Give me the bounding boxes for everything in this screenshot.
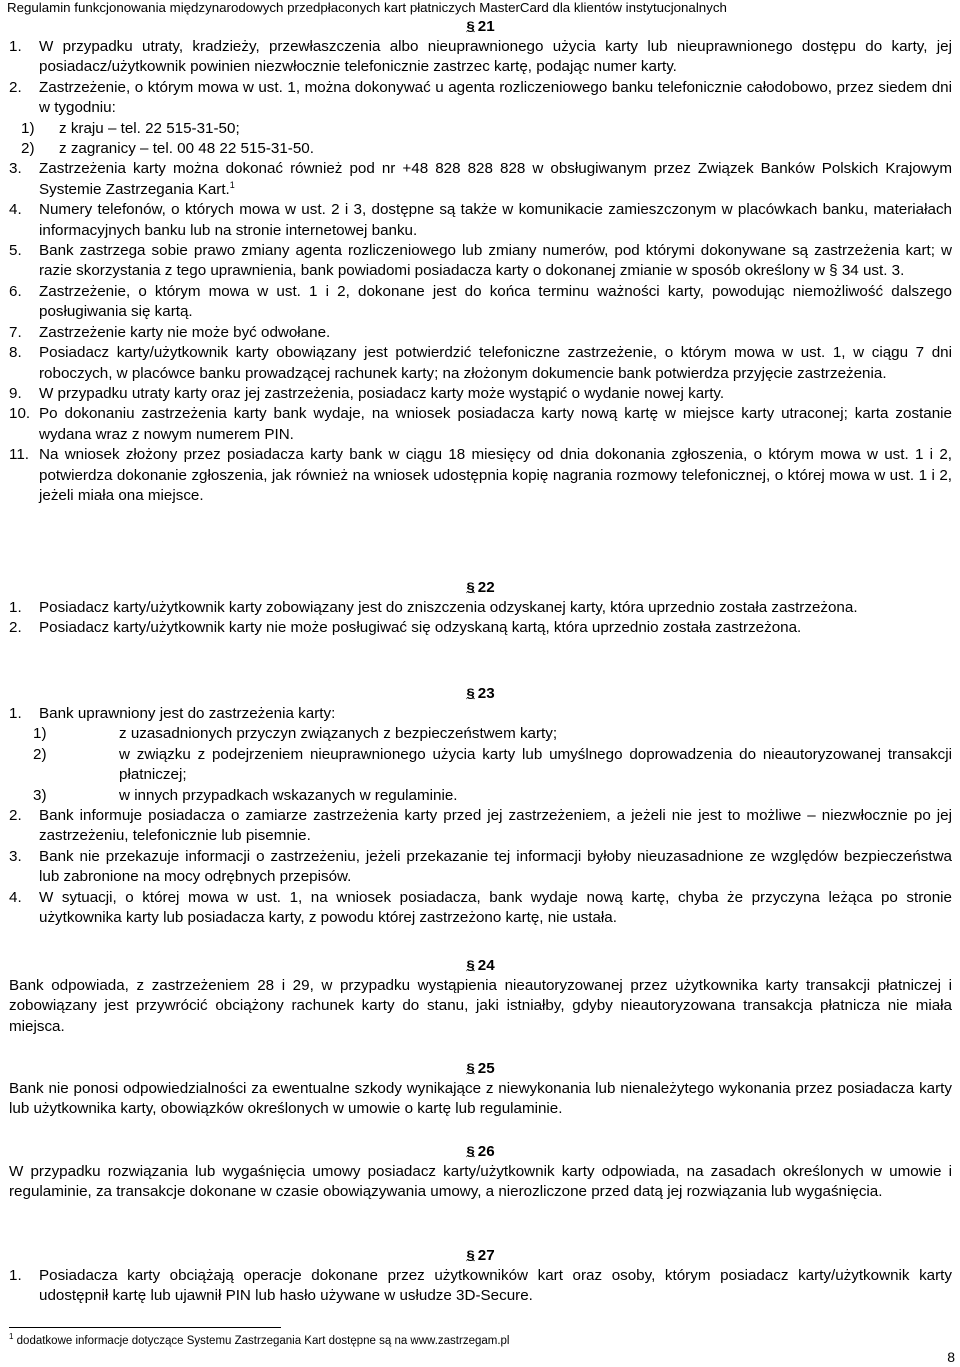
- list-item: 1. W przypadku utraty, kradzieży, przewłaszczenia albo nieuprawnionego użycia karty lub nieuprawnionego dostępu do karty, jej posiadacz/użytkownik powinien niezwłocznie telefonicznie zastrzec kartę, podając numer karty.: [9, 38, 952, 76]
- list-item: 3. Zastrzeżenia karty można dokonać również pod nr +48 828 828 828 w obsługiwanym przez Związek Banków Polskich Krajowym Systemie Zastrzegania Kart.$^1$: [9, 160, 952, 198]
- list-item: 8. Posiadacz karty/użytkownik karty obowiązany jest potwierdzić telefoniczne zastrzeżenie, o którym mowa w ust. 1, w ciągu 7 dni roboczych, w placówce banku prowadzącej rachunek karty; na złożonym dokumencie bank potwierdza przyjęcie zastrzeżenia.: [9, 344, 952, 382]
- section-number: 23: [477, 685, 495, 702]
- section-title: [9, 578, 952, 598]
- list-item: 11. Na wniosek złożony przez posiadacza karty bank w ciągu 18 miesięcy od dnia dokonania zgłoszenia, o którym mowa w ust. 1 i 2, potwierdza dokonanie zgłoszenia, jak również na wniosek udostępnia kopię nagrania rozmowy telefonicznej, o której mowa w ust. 1 i 2, jeżeli miała ona miejsce.: [9, 446, 952, 504]
- section-symbol: §: [466, 1061, 475, 1076]
- phone-item: 2) z zagranicy – tel. 00 48 22 515-31-50.: [21, 140, 314, 158]
- footnote-divider: [9, 1327, 281, 1328]
- section-number: 22: [477, 579, 495, 596]
- list-item: 4. W sytuacji, o której mowa w ust. 1, na wniosek posiadacza, bank wydaje nową kartę, chyba że przyczyna leżąca po stronie użytkownika karty lub posiadacza karty, z powodu której zastrzeżono kartę, nie ustała.: [9, 888, 952, 927]
- page-number: 8: [947, 1349, 955, 1365]
- list-item: 3. Bank nie przekazuje informacji o zastrzeżeniu, jeżeli przekazanie tej informacji byłoby nieuzasadnione ze względów bezpieczeństwa lub zabronione na mocy odrębnych przepisów.: [9, 847, 952, 886]
- list-item: 9. W przypadku utraty karty oraz jej zastrzeżenia, posiadacz karty może wystąpić o wydanie nowej karty.: [9, 384, 725, 402]
- section-paragraph: Bank odpowiada, z zastrzeżeniem 28 i 29, w przypadku wystąpienia nieautoryzowanej przez użytkownika karty transakcji płatniczej i zobowiązany jest przywrócić obciążony rachunek karty do stanu, jaki istniałby, gdyby nieautoryzowana transakcja płatnicza nie miała miejsca.: [9, 977, 952, 1035]
- reason-item: 1) z uzasadnionych przyczyn związanych z bezpieczeństwem karty;: [33, 725, 558, 743]
- section-number: 27: [477, 1247, 495, 1264]
- section-title: [9, 1142, 952, 1162]
- section-paragraph: Bank nie ponosi odpowiedzialności za ewentualne szkody wynikające z niewykonania lub nienależytego wykonania przez posiadacza karty lub użytkownika karty, obowiązków określonych w umowie o kartę lub regulaminie.: [9, 1080, 952, 1118]
- section-21: [9, 17, 952, 506]
- footnote: [9, 1333, 509, 1349]
- section-symbol: §: [466, 686, 475, 701]
- list-item: 7. Zastrzeżenie karty nie może być odwołane.: [9, 323, 331, 341]
- section-symbol: §: [466, 19, 475, 34]
- section-23: [9, 684, 952, 928]
- reason-item: 2) w związku z podejrzeniem nieuprawnionego użycia karty lub umyślnego doprowadzenia do nieautoryzowanej transakcji płatniczej;: [33, 745, 952, 784]
- section-number: 26: [477, 1143, 495, 1160]
- section-paragraph: W przypadku rozwiązania lub wygaśnięcia umowy posiadacz karty/użytkownik karty odpowiada, na zasadach określonych w umowie i regulaminie, za transakcje dokonane w czasie obowiązywania umowy, a nierozliczone przed datą jej rozwiązania lub wygaśnięcia.: [9, 1163, 952, 1201]
- section-title: [9, 956, 952, 976]
- section-number: 24: [477, 957, 495, 974]
- list-item: 10. Po dokonaniu zastrzeżenia karty bank wydaje, na wniosek posiadacza karty nową kartę w miejsce karty utraconej; karta zostanie wydana wraz z nowym numerem PIN.: [9, 405, 952, 443]
- section-title: [9, 1059, 952, 1079]
- reason-item: 3) w innych przypadkach wskazanych w regulaminie.: [33, 786, 458, 804]
- section-symbol: §: [466, 1144, 475, 1159]
- section-symbol: §: [466, 580, 475, 595]
- section-title: [9, 17, 952, 37]
- list-item: 6. Zastrzeżenie, o którym mowa w ust. 1 i 2, dokonane jest do końca terminu ważności karty, powodując niemożliwość dalszego posługiwania się kartą.: [9, 282, 952, 321]
- section-number: 25: [477, 1060, 495, 1077]
- section-symbol: §: [466, 958, 475, 973]
- list-item: 2. Posiadacz karty/użytkownik karty nie może posługiwać się odzyskaną kartą, która uprzednio została zastrzeżona.: [9, 619, 802, 637]
- section-24: [9, 956, 952, 1037]
- list-item: 1. Posiadacza karty obciążają operacje dokonane przez użytkowników kart oraz osoby, którym posiadacz karty/użytkownik karty udostępnił kartę lub ujawnił PIN lub hasło używane w usłudze 3D-Secure.: [9, 1267, 952, 1305]
- list-item: 1. Posiadacz karty/użytkownik karty zobowiązany jest do zniszczenia odzyskanej karty, która uprzednio została zastrzeżona.: [9, 599, 858, 616]
- section-symbol: §: [466, 1248, 475, 1263]
- section-title: [9, 684, 952, 704]
- footnote-mark: 1: [9, 1332, 14, 1342]
- footnote-text: dodatkowe informacje dotyczące Systemu Zastrzegania Kart dostępne są na www.zastrzegam.pl: [16, 1335, 510, 1347]
- list-item: 2. Bank informuje posiadacza o zamiarze zastrzeżenia karty przed jej zastrzeżeniem, a jeżeli nie jest to możliwe – niezwłocznie po jej zastrzeżeniu, telefonicznie lub pisemnie.: [9, 807, 952, 845]
- list-item: 5. Bank zastrzega sobie prawo zmiany agenta rozliczeniowego lub zmiany numerów, pod którymi dokonywane są zastrzeżenia kart; w razie skorzystania z tego uprawnienia, bank powiadomi posiadacza karty o dokonanej zmianie w sposób określony w § 34 ust. 3.: [9, 242, 952, 280]
- section-25: [9, 1059, 952, 1120]
- footnote-ref: 1: [229, 179, 235, 190]
- list-item: 1. Bank uprawniony jest do zastrzeżenia karty:: [9, 705, 336, 722]
- phone-item: 1) z kraju – tel. 22 515-31-50;: [21, 119, 240, 137]
- section-27: [9, 1246, 952, 1307]
- section-26: [9, 1142, 952, 1203]
- running-header: Regulamin funkcjonowania międzynarodowych przedpłaconych kart płatniczych MasterCard dla klientów instytucjonalnych: [7, 0, 727, 15]
- list-item: 2. Zastrzeżenie, o którym mowa w ust. 1, można dokonywać u agenta rozliczeniowego banku telefonicznie całodobowo, przez siedem dni w tygodniu:: [9, 78, 952, 117]
- section-title: [9, 1246, 952, 1266]
- section-22: [9, 578, 952, 639]
- list-item: 4. Numery telefonów, o których mowa w ust. 2 i 3, dostępne są także w komunikacie zamieszczonym w placówkach banku, materiałach informacyjnych banku lub na stronie internetowej banku.: [9, 201, 952, 239]
- section-number: 21: [477, 18, 495, 35]
